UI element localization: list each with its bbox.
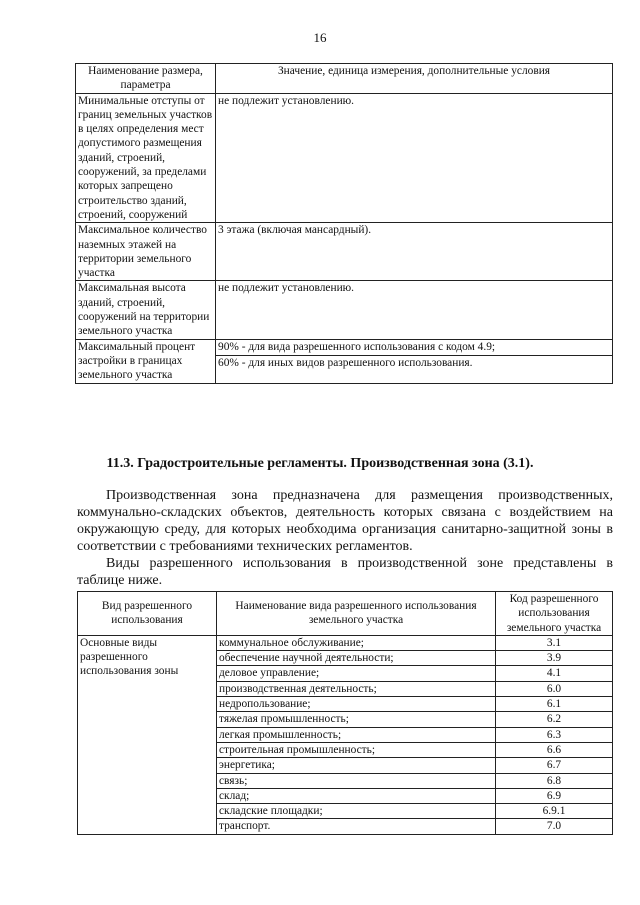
value-cell: 3 этажа (включая мансардный). bbox=[216, 223, 613, 281]
use-name: энергетика; bbox=[217, 758, 496, 773]
group-label: Основные виды разрешенного использования зоны bbox=[78, 635, 217, 834]
paragraph: Производственная зона предназначена для размещения производственных, коммунально-складских объектов, деятельность которых связана с воздействием на окружающую среду, для которых необходима организация санитарно-защитной зоны в соответствии с требованиями технических регламентов. bbox=[77, 488, 613, 554]
table-header-row bbox=[78, 592, 613, 636]
header-use-name: Наименование вида разрешенного использования земельного участка bbox=[217, 592, 496, 636]
use-code: 3.9 bbox=[496, 651, 613, 666]
value-cell: 60% - для иных видов разрешенного использования. bbox=[216, 355, 613, 383]
use-name: транспорт. bbox=[217, 819, 496, 834]
use-name: тяжелая промышленность; bbox=[217, 712, 496, 727]
use-name: коммунальное обслуживание; bbox=[217, 635, 496, 650]
section-heading: 11.3. Градостроительные регламенты. Производственная зона (3.1). bbox=[106, 456, 534, 471]
use-code: 6.6 bbox=[496, 742, 613, 757]
table-row bbox=[76, 223, 613, 281]
table-row bbox=[78, 635, 613, 650]
param-cell: Максимальная высота зданий, строений, сооружений на территории земельного участка bbox=[76, 281, 216, 339]
value-cell: 90% - для вида разрешенного использования с кодом 4.9; bbox=[216, 339, 613, 355]
use-code: 3.1 bbox=[496, 635, 613, 650]
parameters-table bbox=[75, 63, 613, 384]
use-code: 6.8 bbox=[496, 773, 613, 788]
use-code: 4.1 bbox=[496, 666, 613, 681]
use-code: 6.3 bbox=[496, 727, 613, 742]
use-name: легкая промышленность; bbox=[217, 727, 496, 742]
value-cell: не подлежит установлению. bbox=[216, 93, 613, 223]
header-value: Значение, единица измерения, дополнительные условия bbox=[216, 64, 613, 94]
header-use-type: Вид разрешенного использования bbox=[78, 592, 217, 636]
use-code: 6.0 bbox=[496, 681, 613, 696]
use-code: 6.9.1 bbox=[496, 804, 613, 819]
use-code: 6.2 bbox=[496, 712, 613, 727]
use-name: производственная деятельность; bbox=[217, 681, 496, 696]
param-cell: Максимальный процент застройки в границах земельного участка bbox=[76, 339, 216, 383]
use-name: строительная промышленность; bbox=[217, 742, 496, 757]
use-name: недропользование; bbox=[217, 697, 496, 712]
use-code: 6.1 bbox=[496, 697, 613, 712]
use-code: 6.9 bbox=[496, 788, 613, 803]
paragraph: Виды разрешенного использования в производственной зоне представлены в таблице ниже. bbox=[77, 556, 613, 588]
permitted-use-table bbox=[77, 591, 613, 835]
header-parameter: Наименование размера, параметра bbox=[76, 64, 216, 94]
use-name: деловое управление; bbox=[217, 666, 496, 681]
table-header-row bbox=[76, 64, 613, 94]
param-cell: Минимальные отступы от границ земельных участков в целях определения мест допустимого размещения зданий, строений, сооружений, за пределами которых запрещено строительство зданий, строений, сооружений bbox=[76, 93, 216, 223]
use-name: складские площадки; bbox=[217, 804, 496, 819]
table-row bbox=[76, 339, 613, 355]
header-use-code: Код разрешенного использования земельного участка bbox=[496, 592, 613, 636]
page-number: 16 bbox=[313, 30, 327, 45]
use-name: связь; bbox=[217, 773, 496, 788]
value-cell: не подлежит установлению. bbox=[216, 281, 613, 339]
param-cell: Максимальное количество наземных этажей на территории земельного участка bbox=[76, 223, 216, 281]
table-row bbox=[76, 93, 613, 223]
use-name: обеспечение научной деятельности; bbox=[217, 651, 496, 666]
use-name: склад; bbox=[217, 788, 496, 803]
use-code: 7.0 bbox=[496, 819, 613, 834]
use-code: 6.7 bbox=[496, 758, 613, 773]
table-row bbox=[76, 281, 613, 339]
